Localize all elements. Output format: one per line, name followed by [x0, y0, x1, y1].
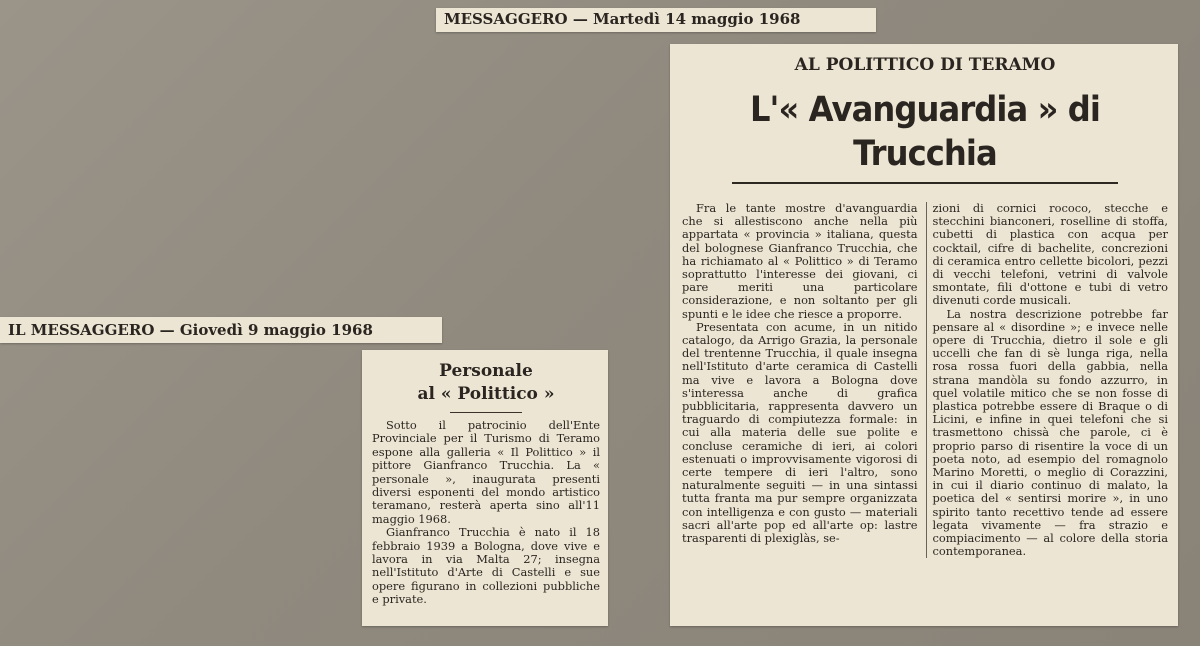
article-paragraph: Fra le tante mostre d'avanguardia che si allestiscono anche nella più appartata « provincia » italiana, questa del bolognese Gianfranco Trucchia, che ha richiamato al « Polittico » di Teramo soprattutto l'interesse dei giovani, ci pare meriti una particolare considerazione, e non soltanto per gli spunti e le idee che riesce a proporre.: [682, 201, 918, 321]
article-paragraph: zioni di cornici rococo, stecche e stecchini bianconeri, roselline di stoffa, cubetti di plastica con acqua per cocktail, cifre di bachelite, concrezioni di ceramica entro cellette bicolori, pezzi di vecchi telefoni, vetrini di valvole smontate, fili d'ottone e tubi di vetro divenuti corde musicali.: [932, 201, 1168, 308]
article-paragraph: Presentata con acume, in un nitido catalogo, da Arrigo Grazia, la personale del trentenne Trucchia, il quale insegna nell'Istituto d'arte ceramica di Castelli ma vive e lavora a Bologna dove s'interessa anche di grafica pubblicitaria, rappresenta davvero un traguardo di compiutezza formale: in cui alla materia delle sue polite e concluse ceramiche di ieri, ai colori estenuati o improvvisamente vigorosi di certe tempere di ieri l'altro, sono naturalmente seguiti — in una sintassi tutta franta ma pur sempre organizzata con intelligenza e con gusto — materiali sacri all'arte pop ed all'arte op: lastre trasparenti di plexiglàs, se-: [682, 319, 918, 546]
title-line: Personale: [439, 361, 533, 381]
newspaper-header-strip-top: [436, 8, 876, 32]
main-article-clipping: [670, 44, 1178, 626]
small-article-title: [372, 360, 600, 406]
article-column-2: [926, 202, 1169, 558]
header-text: IL MESSAGGERO — Giovedì 9 maggio 1968: [8, 321, 373, 339]
small-article-clipping: [362, 350, 608, 626]
article-paragraph: Sotto il patrocinio dell'Ente Provinciale per il Turismo di Teramo espone alla galleria « Il Polittico » il pittore Gianfranco Trucchia. La « personale », inaugurata presenti diversi esponenti del mondo artistico teramano, resterà aperta sino all'11 maggio 1968.: [372, 418, 600, 526]
divider: [450, 412, 522, 413]
header-text: MESSAGGERO — Martedì 14 maggio 1968: [444, 10, 801, 28]
article-columns: [682, 202, 1168, 558]
article-column-1: [682, 202, 918, 558]
newspaper-header-strip-left: [0, 317, 442, 343]
divider: [732, 182, 1118, 184]
title-line: al « Polittico »: [417, 384, 555, 404]
article-paragraph: Gianfranco Trucchia è nato il 18 febbraio 1939 a Bologna, dove vive e lavora in via Malta 27; insegna nell'Istituto d'Arte di Castelli e sue opere figurano in collezioni pubbliche e private.: [372, 525, 600, 607]
article-paragraph: La nostra descrizione potrebbe far pensare al « disordine »; e invece nelle opere di Trucchia, dietro il sole e gli uccelli che fan di sè lunga riga, nella rosa rossa fuori della gabbia, nella strana mandòla su fondo azzurro, in quel volatile mitico che se non fosse di plastica potrebbe essere di Braque o di Licini, e infine in quei telefoni che si trasmettono chissà che parole, ci è proprio parso di risentire la voce di un poeta noto, ad esempio del romagnolo Marino Moretti, o meglio di Corazzini, in cui il diario continuo di malato, la poetica del « sentirsi morire », in uno spirito tanto recettivo tende ad essere legata vivamente — fra strazio e compiacimento — al colore della storia contemporanea.: [932, 306, 1168, 559]
article-kicker: AL POLITTICO DI TERAMO: [794, 55, 1056, 75]
article-headline: L'« Avanguardia » di Trucchia: [749, 90, 1101, 174]
